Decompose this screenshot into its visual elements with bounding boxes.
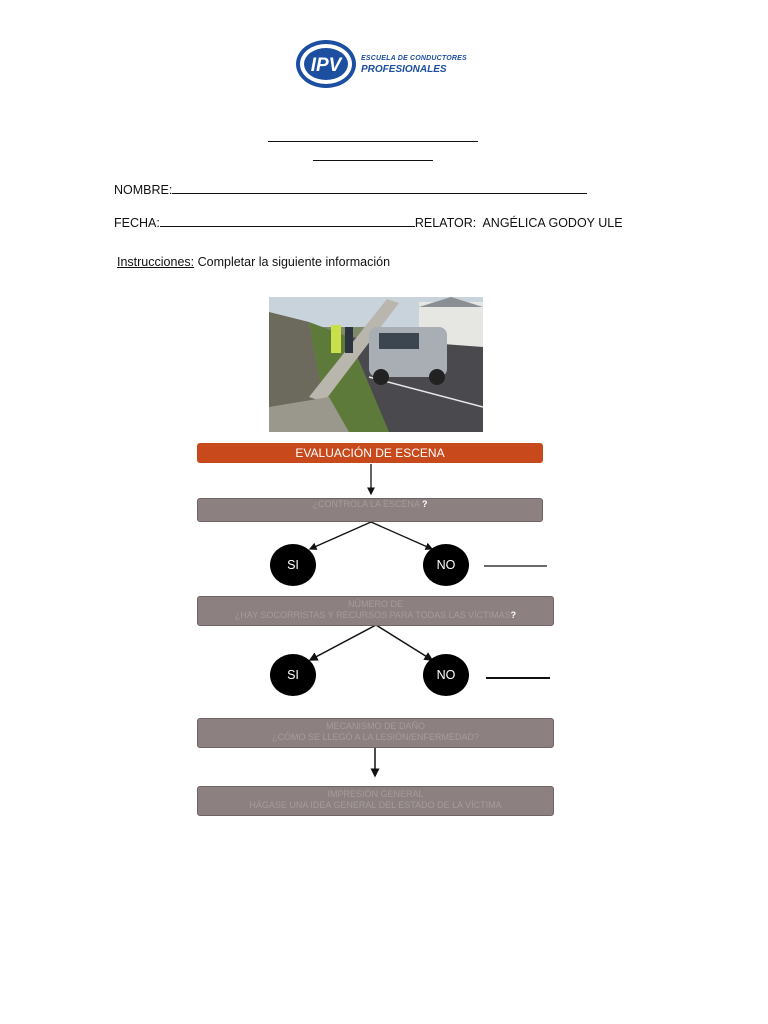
decision1-yes: SI	[270, 544, 316, 586]
general-impression-box	[197, 786, 554, 816]
box1-line2: ¿CONTROLA LA ESCENA	[312, 499, 420, 509]
box2-line1: NÚMERO DE	[347, 599, 403, 609]
victims-count-box	[197, 596, 554, 626]
decision2-yes: SI	[270, 654, 316, 696]
decision1-no: NO	[423, 544, 469, 586]
box2-line2: ¿HAY SOCORRISTAS Y RECURSOS PARA TODAS LAS VÍCTIMAS	[234, 610, 511, 620]
instructions-text: Completar la siguiente información	[197, 255, 391, 269]
nombre-label: NOMBRE:	[114, 183, 173, 197]
logo-mark: IPV	[310, 55, 342, 76]
scene-control-box	[197, 498, 543, 522]
box3-line2: ¿CÓMO SE LLEGÓ A LA LESIÓN/ENFERMEDAD?	[271, 732, 480, 742]
box4-line2: HÁGASE UNA IDEA GENERAL DEL ESTADO DE LA VÍCTIMA	[249, 800, 502, 810]
decision2-no: NO	[423, 654, 469, 696]
box3-line1: MECANISMO DE DAÑO	[325, 721, 425, 731]
relator-value: ANGÉLICA GODOY ULE	[482, 216, 623, 230]
flowchart-header: EVALUACIÓN DE ESCENA	[197, 443, 543, 463]
box2-question-mark: ?	[510, 610, 517, 620]
damage-mechanism-box	[197, 718, 554, 748]
fecha-label: FECHA:	[114, 216, 160, 230]
box1-question-mark: ?	[422, 499, 428, 509]
instructions-label: Instrucciones:	[117, 255, 195, 269]
logo-title: PROFESIONALES	[361, 64, 447, 75]
box4-line1: IMPRESIÓN GENERAL	[327, 789, 424, 799]
relator-label: RELATOR:	[414, 216, 477, 230]
logo-subtitle: ESCUELA DE CONDUCTORES	[361, 55, 467, 62]
